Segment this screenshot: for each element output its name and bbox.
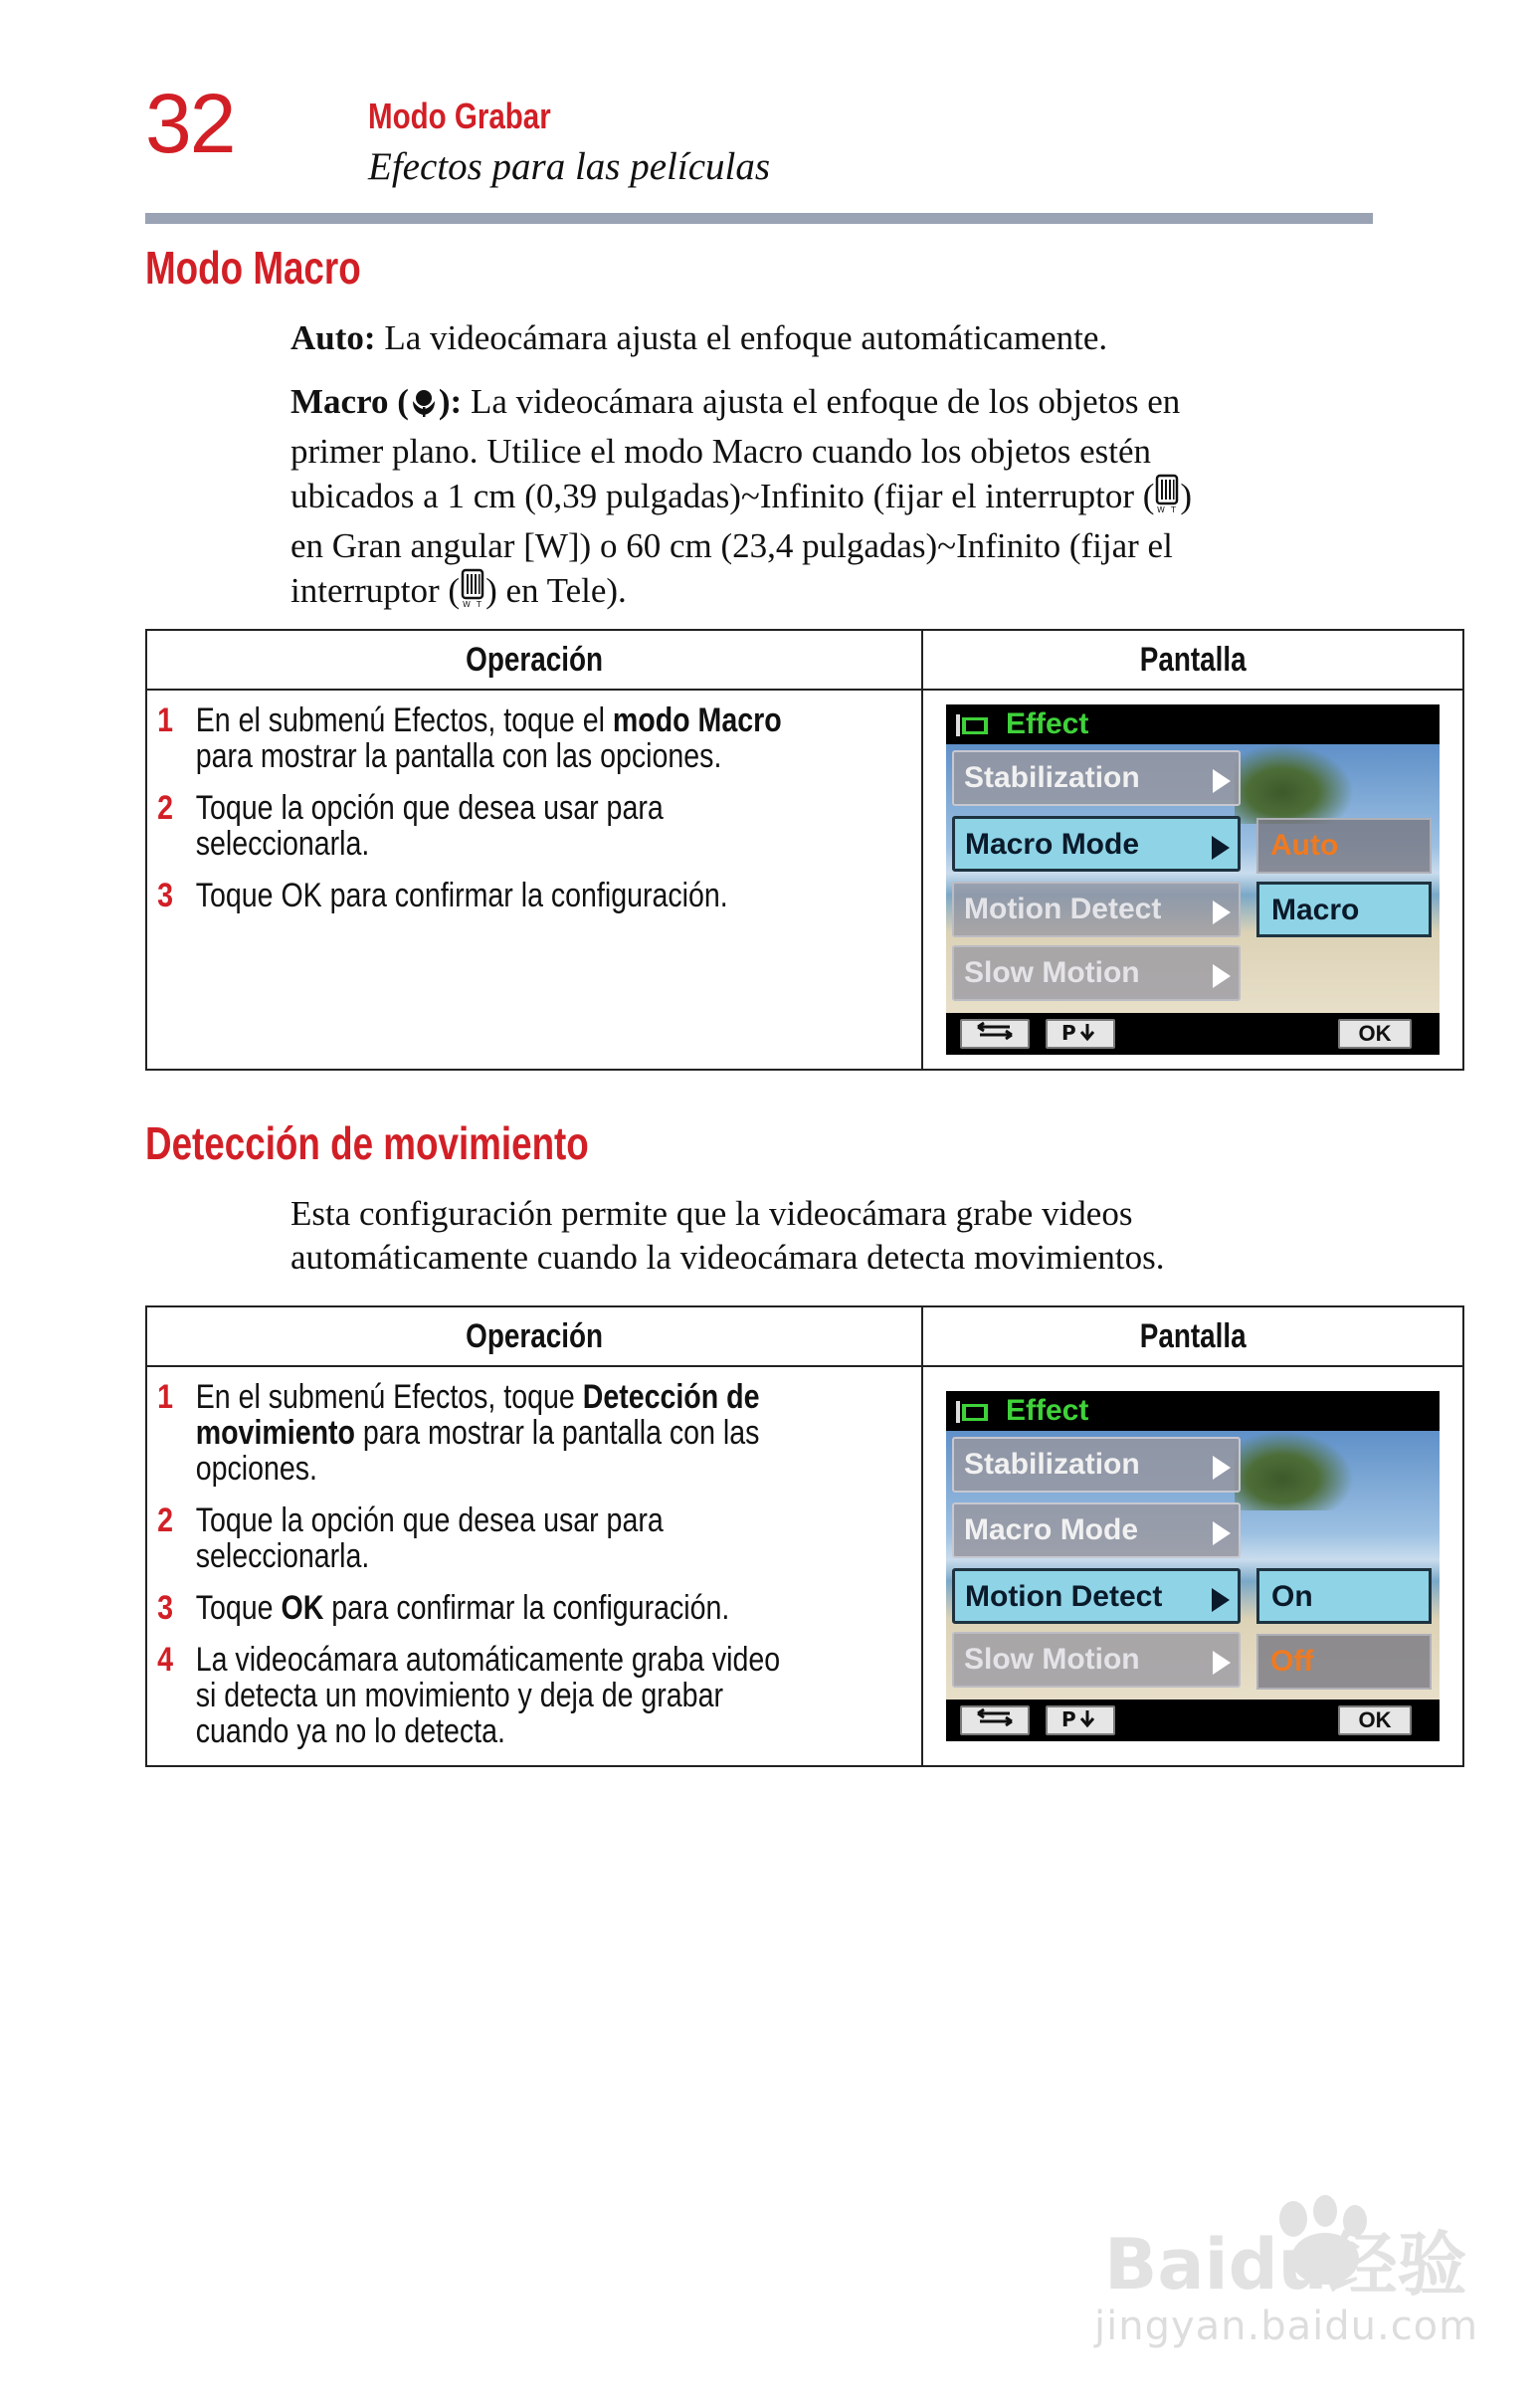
header-screen: Pantalla — [922, 1306, 1463, 1366]
screen-titlebar — [946, 1391, 1440, 1431]
macro-paragraph — [290, 380, 1385, 619]
menu-macro-mode[interactable]: Macro Mode — [952, 1502, 1241, 1558]
svg-text:T: T — [477, 600, 481, 608]
arrow-right-icon — [1213, 1651, 1231, 1675]
page-down-button[interactable] — [1046, 1705, 1115, 1735]
header-screen: Pantalla — [922, 630, 1463, 690]
chapter-title: Modo Grabar — [368, 96, 551, 136]
menu-stabilization[interactable]: Stabilization — [952, 750, 1241, 806]
macro-line-2: primer plano. Utilice el modo Macro cuando los objetos estén — [290, 432, 1152, 471]
step-item: 2 Toque la opción que desea usar para seleccionarla. — [157, 789, 664, 863]
svg-text:P: P — [1061, 1707, 1076, 1729]
page-down-button[interactable] — [1046, 1019, 1115, 1049]
menu-motion-detect[interactable]: Motion Detect — [952, 882, 1241, 937]
macro-line-4: en Gran angular [W]) o 60 cm (23,4 pulgadas)~Infinito (fijar el — [290, 526, 1173, 565]
return-arrow-icon — [972, 1707, 1018, 1729]
macro-line-5b: ) en Tele). — [485, 571, 627, 610]
page-number: 32 — [145, 77, 235, 170]
step-item: 2 Toque la opción que desea usar para seleccionarla. — [157, 1501, 664, 1575]
arrow-right-icon — [1213, 964, 1231, 988]
screen-bottombar — [946, 1013, 1440, 1055]
zoom-switch-icon — [1154, 474, 1180, 524]
svg-text:T: T — [1171, 505, 1177, 513]
svg-text:P: P — [1061, 1021, 1076, 1043]
macro-line-3a: ubicados a 1 cm (0,39 pulgadas)~Infinito (fijar el interruptor ( — [290, 477, 1155, 515]
motion-intro-line-2: automáticamente cuando la videocámara detecta movimientos. — [290, 1238, 1165, 1277]
arrow-right-icon — [1213, 769, 1231, 793]
macro-description — [290, 316, 1385, 619]
macro-label-open: Macro ( — [290, 382, 409, 421]
menu-motion-detect[interactable]: Motion Detect — [952, 1568, 1241, 1624]
svg-text:W: W — [463, 600, 471, 608]
screen-titlebar — [946, 704, 1440, 744]
macro-label-close: ): — [438, 382, 463, 421]
screen-cell — [922, 690, 1463, 1070]
operation-cell — [146, 690, 922, 1070]
motion-intro-line-1: Esta configuración permite que la videocámara grabe videos — [290, 1194, 1133, 1233]
watermark-url: jingyan.baidu.com — [1094, 2303, 1479, 2349]
header-rule — [145, 213, 1373, 224]
operation-cell — [146, 1366, 922, 1766]
arrow-right-icon — [1213, 1456, 1231, 1480]
motion-description — [290, 1192, 1385, 1280]
ok-button[interactable]: OK — [1338, 1019, 1412, 1049]
step-item: 3 Toque OK para confirmar la configuración. — [157, 1589, 730, 1627]
watermark-brand: Baidu经验 — [1104, 2224, 1467, 2299]
screen-cell — [922, 1366, 1463, 1766]
palm-tree — [1235, 1431, 1354, 1510]
option-on[interactable]: On — [1256, 1568, 1432, 1624]
option-auto[interactable]: Auto — [1256, 818, 1432, 874]
macro-line-5a: interruptor ( — [290, 571, 461, 610]
menu-slow-motion[interactable]: Slow Motion — [952, 945, 1241, 1001]
back-button[interactable] — [960, 1705, 1030, 1735]
macro-line-3b: ) — [1180, 477, 1193, 515]
back-button[interactable] — [960, 1019, 1030, 1049]
arrow-right-icon — [1213, 900, 1231, 924]
auto-text: La videocámara ajusta el enfoque automáticamente. — [375, 318, 1108, 357]
page-down-icon — [1056, 1021, 1105, 1043]
auto-label: Auto: — [290, 318, 376, 357]
header-operation: Operación — [146, 630, 922, 690]
menu-slow-motion[interactable]: Slow Motion — [952, 1632, 1241, 1688]
motion-table — [145, 1305, 1464, 1767]
baidu-watermark — [1094, 2189, 1479, 2358]
menu-stabilization[interactable]: Stabilization — [952, 1437, 1241, 1493]
zoom-switch-icon — [460, 568, 485, 619]
screen-bottombar — [946, 1700, 1440, 1741]
steps-list — [147, 691, 921, 913]
macro-flower-icon — [409, 386, 439, 430]
svg-text:W: W — [1157, 505, 1166, 513]
option-macro[interactable]: Macro — [1256, 882, 1432, 937]
section-title-motion: Detección de movimiento — [145, 1117, 589, 1169]
step-item: 1 En el submenú Efectos, toque el modo Macro para mostrar la pantalla con las opciones. — [157, 701, 782, 775]
ok-button[interactable]: OK — [1338, 1705, 1412, 1735]
return-arrow-icon — [972, 1021, 1018, 1043]
auto-paragraph — [290, 316, 1385, 360]
steps-list — [147, 1367, 921, 1749]
camera-screen — [946, 704, 1440, 1055]
palm-tree — [1235, 744, 1354, 824]
section-title-macro: Modo Macro — [145, 242, 361, 294]
step-item: 3 Toque OK para confirmar la configuración. — [157, 877, 728, 914]
screen-title: Effect — [1006, 707, 1089, 740]
page-down-icon — [1056, 1707, 1105, 1729]
film-camera-icon — [956, 714, 992, 736]
arrow-right-icon — [1212, 836, 1230, 860]
screen-title: Effect — [1006, 1394, 1089, 1427]
arrow-right-icon — [1213, 1521, 1231, 1545]
header-operation: Operación — [146, 1306, 922, 1366]
step-item: 4 La videocámara automáticamente graba video si detecta un movimiento y deja de grabar cuando ya no lo detecta. — [157, 1641, 781, 1750]
chapter-subtitle: Efectos para las películas — [368, 145, 771, 188]
macro-table — [145, 629, 1464, 1071]
step-item: 1 En el submenú Efectos, toque Detección de movimiento para mostrar la pantalla con las opciones. — [157, 1378, 760, 1488]
menu-macro-mode[interactable]: Macro Mode — [952, 816, 1241, 872]
option-off[interactable]: Off — [1256, 1634, 1432, 1690]
film-camera-icon — [956, 1401, 992, 1423]
macro-line-1: La videocámara ajusta el enfoque de los objetos en — [462, 382, 1181, 421]
arrow-right-icon — [1212, 1588, 1230, 1612]
baidu-paw-logo — [1094, 2189, 1472, 2299]
camera-screen — [946, 1391, 1440, 1741]
